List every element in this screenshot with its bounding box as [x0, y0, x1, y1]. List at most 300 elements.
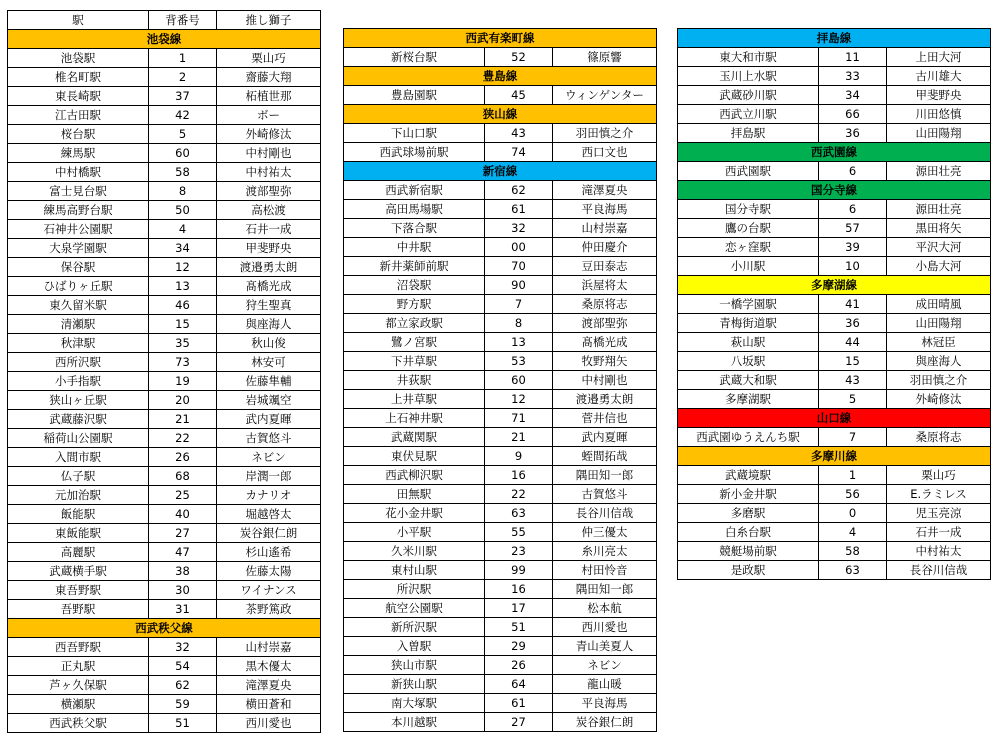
station-cell: 都立家政駅	[344, 314, 485, 333]
table-row	[678, 542, 991, 561]
line-name: 新宿線	[344, 162, 657, 181]
station-cell: 拝島駅	[678, 124, 819, 143]
table-row	[8, 638, 321, 657]
station-cell: 武蔵砂川駅	[678, 86, 819, 105]
player-cell: 黒木優太	[217, 657, 321, 676]
number-cell: 66	[819, 105, 887, 124]
table-row	[8, 562, 321, 581]
line-name: 西武秩父線	[8, 619, 321, 638]
line-header-row	[678, 447, 991, 466]
number-cell: 55	[485, 523, 553, 542]
number-cell: 54	[149, 657, 217, 676]
number-cell: 32	[485, 219, 553, 238]
player-cell: 平沢大河	[887, 238, 991, 257]
player-cell: 篠原響	[553, 48, 657, 67]
number-cell: 33	[819, 67, 887, 86]
table-row	[678, 124, 991, 143]
line-header-row	[678, 276, 991, 295]
player-cell: 髙橋光成	[553, 333, 657, 352]
player-cell: 栗山巧	[217, 49, 321, 68]
station-cell: 大泉学園駅	[8, 239, 149, 258]
station-cell: 池袋駅	[8, 49, 149, 68]
number-cell: 36	[819, 314, 887, 333]
player-cell: 羽田慎之介	[887, 371, 991, 390]
number-cell: 8	[485, 314, 553, 333]
player-cell: 菅井信也	[553, 409, 657, 428]
number-cell: 10	[819, 257, 887, 276]
number-cell: 8	[149, 182, 217, 201]
number-cell: 21	[485, 428, 553, 447]
number-cell: 45	[485, 86, 553, 105]
number-cell: 51	[149, 714, 217, 733]
player-cell: 山田陽翔	[887, 124, 991, 143]
table-row	[8, 486, 321, 505]
number-cell: 15	[819, 352, 887, 371]
station-cell: 新井薬師前駅	[344, 257, 485, 276]
table-row	[344, 276, 657, 295]
number-cell: 29	[485, 637, 553, 656]
line-name: 豊島線	[344, 67, 657, 86]
station-cell: 八坂駅	[678, 352, 819, 371]
table-row	[8, 505, 321, 524]
table-row	[8, 581, 321, 600]
table-row	[8, 68, 321, 87]
table-row	[8, 277, 321, 296]
table-row	[8, 201, 321, 220]
line-header-row	[344, 29, 657, 48]
number-cell: 74	[485, 143, 553, 162]
station-cell: 新所沢駅	[344, 618, 485, 637]
table-row	[344, 713, 657, 732]
player-cell: 髙橋光成	[217, 277, 321, 296]
station-cell: 椎名町駅	[8, 68, 149, 87]
number-cell: 42	[149, 106, 217, 125]
player-cell: 狩生聖真	[217, 296, 321, 315]
player-cell: 甲斐野央	[217, 239, 321, 258]
player-cell: 佐藤隼輔	[217, 372, 321, 391]
station-cell: 武蔵境駅	[678, 466, 819, 485]
player-cell: 桑原将志	[553, 295, 657, 314]
line-header-row	[344, 67, 657, 86]
blank-row	[678, 10, 991, 29]
number-cell: 43	[485, 124, 553, 143]
table-row	[678, 67, 991, 86]
number-cell: 9	[485, 447, 553, 466]
station-cell: 小手指駅	[8, 372, 149, 391]
player-cell: 隅田知一郎	[553, 580, 657, 599]
number-cell: 63	[819, 561, 887, 580]
number-cell: 32	[149, 638, 217, 657]
number-cell: 43	[819, 371, 887, 390]
station-cell: 入曽駅	[344, 637, 485, 656]
number-cell: 58	[819, 542, 887, 561]
table-row	[678, 219, 991, 238]
number-cell: 44	[819, 333, 887, 352]
player-cell: 長谷川信哉	[887, 561, 991, 580]
number-cell: 39	[819, 238, 887, 257]
table-row	[344, 238, 657, 257]
station-cell: 西吾野駅	[8, 638, 149, 657]
player-cell: 成田晴風	[887, 295, 991, 314]
table-row	[344, 694, 657, 713]
line-name: 拝島線	[678, 29, 991, 48]
table-row	[8, 410, 321, 429]
station-cell: 下井草駅	[344, 352, 485, 371]
player-cell: 川田悠慎	[887, 105, 991, 124]
player-cell: ウィンゲンター	[553, 86, 657, 105]
player-cell: ボー	[217, 106, 321, 125]
table-row	[678, 86, 991, 105]
number-cell: 7	[485, 295, 553, 314]
line-header-row	[344, 162, 657, 181]
shinjuku-line-table	[343, 10, 657, 732]
number-cell: 23	[485, 542, 553, 561]
station-cell: 新狭山駅	[344, 675, 485, 694]
number-cell: 38	[149, 562, 217, 581]
table-row	[678, 390, 991, 409]
table-row	[8, 600, 321, 619]
table-row	[344, 504, 657, 523]
station-cell: 入間市駅	[8, 448, 149, 467]
player-cell: 秋山俊	[217, 334, 321, 353]
number-cell: 15	[149, 315, 217, 334]
table-row	[344, 561, 657, 580]
station-cell: 稲荷山公園駅	[8, 429, 149, 448]
station-cell: 新桜台駅	[344, 48, 485, 67]
table-row	[344, 257, 657, 276]
table-row	[344, 599, 657, 618]
station-cell: 萩山駅	[678, 333, 819, 352]
station-cell: 井荻駅	[344, 371, 485, 390]
number-cell: 63	[485, 504, 553, 523]
table-row	[8, 296, 321, 315]
table-row	[8, 125, 321, 144]
number-cell: 57	[819, 219, 887, 238]
line-name: 西武有楽町線	[344, 29, 657, 48]
number-cell: 64	[485, 675, 553, 694]
player-cell: 平良海馬	[553, 200, 657, 219]
station-cell: 東伏見駅	[344, 447, 485, 466]
station-cell: 南大塚駅	[344, 694, 485, 713]
number-cell: 16	[485, 466, 553, 485]
line-name: 国分寺線	[678, 181, 991, 200]
number-cell: 16	[485, 580, 553, 599]
number-cell: 58	[149, 163, 217, 182]
number-cell: 34	[149, 239, 217, 258]
number-cell: 62	[149, 676, 217, 695]
table-row	[344, 181, 657, 200]
player-cell: 上田大河	[887, 48, 991, 67]
station-cell: 武蔵藤沢駅	[8, 410, 149, 429]
table-row	[344, 352, 657, 371]
number-cell: 73	[149, 353, 217, 372]
table-row	[678, 200, 991, 219]
station-cell: 一橋学園駅	[678, 295, 819, 314]
number-cell: 34	[819, 86, 887, 105]
station-cell: 東飯能駅	[8, 524, 149, 543]
station-cell: 狭山市駅	[344, 656, 485, 675]
station-cell: 是政駅	[678, 561, 819, 580]
table-row	[344, 428, 657, 447]
station-cell: 本川越駅	[344, 713, 485, 732]
table-row	[344, 447, 657, 466]
station-cell: 沼袋駅	[344, 276, 485, 295]
table-row	[8, 353, 321, 372]
station-cell: 横瀬駅	[8, 695, 149, 714]
player-cell: 炭谷銀仁朗	[217, 524, 321, 543]
station-cell: 国分寺駅	[678, 200, 819, 219]
table-row	[8, 543, 321, 562]
player-cell: 武内夏暉	[217, 410, 321, 429]
player-cell: 西川愛也	[217, 714, 321, 733]
player-cell: 外崎修汰	[217, 125, 321, 144]
table-row	[344, 523, 657, 542]
player-cell: 杉山遙希	[217, 543, 321, 562]
station-cell: 富士見台駅	[8, 182, 149, 201]
number-cell: 35	[149, 334, 217, 353]
player-cell: 甲斐野央	[887, 86, 991, 105]
line-header-row	[678, 29, 991, 48]
station-cell: 中井駅	[344, 238, 485, 257]
line-header-row	[8, 619, 321, 638]
table-row	[344, 124, 657, 143]
number-cell: 6	[819, 162, 887, 181]
player-cell: 茶野篤政	[217, 600, 321, 619]
station-cell: 田無駅	[344, 485, 485, 504]
station-cell: 中村橋駅	[8, 163, 149, 182]
number-cell: 26	[149, 448, 217, 467]
player-cell: 青山美夏人	[553, 637, 657, 656]
station-cell: 白糸台駅	[678, 523, 819, 542]
table-row	[678, 295, 991, 314]
table-row	[678, 162, 991, 181]
station-cell: 鷺ノ宮駅	[344, 333, 485, 352]
table-row	[678, 257, 991, 276]
number-cell: 2	[149, 68, 217, 87]
number-cell: 26	[485, 656, 553, 675]
player-cell: 山村崇嘉	[553, 219, 657, 238]
number-cell: 70	[485, 257, 553, 276]
table-row	[678, 238, 991, 257]
station-cell: 競艇場前駅	[678, 542, 819, 561]
station-cell: 練馬駅	[8, 144, 149, 163]
player-cell: 外崎修汰	[887, 390, 991, 409]
station-cell: 東大和市駅	[678, 48, 819, 67]
table-row	[344, 314, 657, 333]
table-row	[8, 467, 321, 486]
number-cell: 20	[149, 391, 217, 410]
table-row	[344, 675, 657, 694]
number-cell: 53	[485, 352, 553, 371]
player-cell: 岸潤一郎	[217, 467, 321, 486]
header-station: 駅	[8, 11, 149, 30]
player-cell: 源田壮亮	[887, 162, 991, 181]
station-cell: 恋ヶ窪駅	[678, 238, 819, 257]
player-cell: 羽田慎之介	[553, 124, 657, 143]
station-cell: 東吾野駅	[8, 581, 149, 600]
station-cell: ひばりヶ丘駅	[8, 277, 149, 296]
number-cell: 27	[485, 713, 553, 732]
player-cell: 滝澤夏央	[217, 676, 321, 695]
player-cell: 林冠臣	[887, 333, 991, 352]
table-row	[678, 561, 991, 580]
table-row	[8, 695, 321, 714]
station-cell: 上井草駅	[344, 390, 485, 409]
player-cell: 古賀悠斗	[553, 485, 657, 504]
player-cell: 西川愛也	[553, 618, 657, 637]
player-cell: 渡部聖弥	[217, 182, 321, 201]
table-row	[8, 144, 321, 163]
table-row	[344, 580, 657, 599]
player-cell: 蛭間拓哉	[553, 447, 657, 466]
player-cell: 石井一成	[217, 220, 321, 239]
station-cell: 秋津駅	[8, 334, 149, 353]
player-cell: 浜屋将太	[553, 276, 657, 295]
station-cell: 小平駅	[344, 523, 485, 542]
table-row	[8, 334, 321, 353]
number-cell: 7	[819, 428, 887, 447]
player-cell: 古川雄大	[887, 67, 991, 86]
player-cell: 仲田慶介	[553, 238, 657, 257]
number-cell: 47	[149, 543, 217, 562]
station-cell: 野方駅	[344, 295, 485, 314]
line-name: 山口線	[678, 409, 991, 428]
ikebukuro-line-table	[7, 10, 321, 733]
station-cell: 桜台駅	[8, 125, 149, 144]
number-cell: 0	[819, 504, 887, 523]
player-cell: 柘植世那	[217, 87, 321, 106]
player-cell: 佐藤太陽	[217, 562, 321, 581]
station-cell: 芦ヶ久保駅	[8, 676, 149, 695]
number-cell: 12	[149, 258, 217, 277]
player-cell: 松本航	[553, 599, 657, 618]
number-cell: 68	[149, 467, 217, 486]
player-cell: 岩城颯空	[217, 391, 321, 410]
table-row	[344, 485, 657, 504]
header-row	[8, 11, 321, 30]
player-cell: 中村剛也	[553, 371, 657, 390]
table-row	[344, 86, 657, 105]
line-name: 西武園線	[678, 143, 991, 162]
player-cell: 牧野翔矢	[553, 352, 657, 371]
table-row	[8, 163, 321, 182]
player-cell: 林安可	[217, 353, 321, 372]
player-cell: 渡邉勇太朗	[553, 390, 657, 409]
table-row	[8, 87, 321, 106]
player-cell: 中村祐太	[217, 163, 321, 182]
player-cell: 與座海人	[887, 352, 991, 371]
station-cell: 東長崎駅	[8, 87, 149, 106]
number-cell: 22	[149, 429, 217, 448]
player-cell: 隅田知一郎	[553, 466, 657, 485]
table-row	[8, 258, 321, 277]
number-cell: 41	[819, 295, 887, 314]
table-row	[8, 448, 321, 467]
number-cell: 1	[819, 466, 887, 485]
line-name: 狭山線	[344, 105, 657, 124]
header-number: 背番号	[149, 11, 217, 30]
number-cell: 36	[819, 124, 887, 143]
line-header-row	[8, 30, 321, 49]
station-cell: 久米川駅	[344, 542, 485, 561]
table-row	[678, 48, 991, 67]
player-cell: ネビン	[553, 656, 657, 675]
station-cell: 下山口駅	[344, 124, 485, 143]
number-cell: 90	[485, 276, 553, 295]
number-cell: 61	[485, 200, 553, 219]
station-cell: 正丸駅	[8, 657, 149, 676]
player-cell: カナリオ	[217, 486, 321, 505]
haijima-tamako-line-table	[677, 10, 991, 580]
station-cell: 多磨駅	[678, 504, 819, 523]
station-cell: 小川駅	[678, 257, 819, 276]
player-cell: 長谷川信哉	[553, 504, 657, 523]
number-cell: 5	[149, 125, 217, 144]
station-cell: 玉川上水駅	[678, 67, 819, 86]
station-cell: 西武秩父駅	[8, 714, 149, 733]
number-cell: 37	[149, 87, 217, 106]
number-cell: 17	[485, 599, 553, 618]
number-cell: 50	[149, 201, 217, 220]
player-cell: 滝澤夏央	[553, 181, 657, 200]
table-row	[344, 371, 657, 390]
station-cell: 吾野駅	[8, 600, 149, 619]
line-header-row	[344, 105, 657, 124]
number-cell: 13	[149, 277, 217, 296]
station-cell: 高田馬場駅	[344, 200, 485, 219]
player-cell: 山田陽翔	[887, 314, 991, 333]
player-cell: 山村崇嘉	[217, 638, 321, 657]
station-cell: 東久留米駅	[8, 296, 149, 315]
station-cell: 西武球場前駅	[344, 143, 485, 162]
player-cell: 中村剛也	[217, 144, 321, 163]
table-row	[8, 239, 321, 258]
number-cell: 00	[485, 238, 553, 257]
number-cell: 11	[819, 48, 887, 67]
player-cell: 武内夏暉	[553, 428, 657, 447]
number-cell: 13	[485, 333, 553, 352]
player-cell: 小島大河	[887, 257, 991, 276]
number-cell: 27	[149, 524, 217, 543]
table-row	[678, 523, 991, 542]
player-cell: 源田壮亮	[887, 200, 991, 219]
number-cell: 52	[485, 48, 553, 67]
table-row	[678, 352, 991, 371]
station-cell: 西武柳沢駅	[344, 466, 485, 485]
number-cell: 22	[485, 485, 553, 504]
number-cell: 12	[485, 390, 553, 409]
player-cell: 栗山巧	[887, 466, 991, 485]
number-cell: 99	[485, 561, 553, 580]
player-cell: ネビン	[217, 448, 321, 467]
number-cell: 61	[485, 694, 553, 713]
table-row	[8, 676, 321, 695]
table-row	[678, 333, 991, 352]
station-cell: 花小金井駅	[344, 504, 485, 523]
player-cell: 西口文也	[553, 143, 657, 162]
table-row	[344, 390, 657, 409]
number-cell: 56	[819, 485, 887, 504]
player-cell: 村田怜音	[553, 561, 657, 580]
number-cell: 71	[485, 409, 553, 428]
station-cell: 保谷駅	[8, 258, 149, 277]
station-cell: 清瀬駅	[8, 315, 149, 334]
player-cell: 高松渡	[217, 201, 321, 220]
player-cell: 渡邉勇太朗	[217, 258, 321, 277]
player-cell: 児玉亮涼	[887, 504, 991, 523]
table-row	[344, 143, 657, 162]
player-cell: 渡部聖弥	[553, 314, 657, 333]
